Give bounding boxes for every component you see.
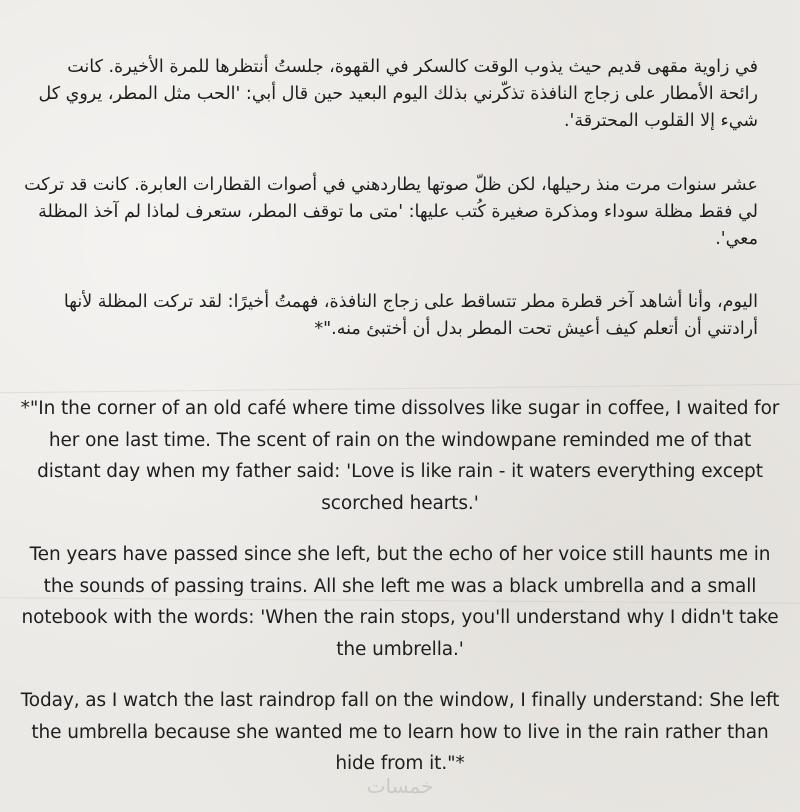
- arabic-paragraph-2-text: عشر سنوات مرت منذ رحيلها، لكن ظلّ صوتها يطاردهني في أصوات القطارات العابرة. كانت قد تركت لي فقط مظلة سوداء ومذكرة صغيرة كُتب عليها: 'متى ما توقف المطر، ستعرف لماذا لم آخذ المظلة معي'.: [24, 175, 758, 249]
- english-paragraph-2-text: Ten years have passed since she left, but the echo of her voice still haunts me in the sounds of passing trains. All she left me was a black umbrella and a small notebook with the words: 'When the rain stops, you'll understand why I didn't take the umbrella.': [21, 544, 779, 660]
- arabic-paragraph-1-text: في زاوية مقهى قديم حيث يذوب الوقت كالسكر في القهوة، جلستُ أنتظرها للمرة الأخيرة. كانت رائحة الأمطار على زجاج النافذة تذكّرني بذلك اليوم البعيد حين قال أبي: 'الحب مثل المطر، يروي كل شيء إلا القلوب المحترقة'.: [38, 57, 758, 131]
- english-paragraph-1: [20, 393, 780, 519]
- arabic-paragraph-1: [24, 54, 758, 135]
- watermark-logo: خمسات: [366, 774, 434, 798]
- paper-crease: [0, 384, 800, 393]
- english-paragraph-1-text: *"In the corner of an old café where time dissolves like sugar in coffee, I waited for her one last time. The scent of rain on the windowpane reminded me of that distant day when my father said: 'Love is like rain - it waters everything except scorched hearts.': [20, 398, 780, 514]
- english-paragraph-3: [20, 685, 780, 780]
- arabic-paragraph-2: [24, 172, 758, 253]
- arabic-paragraph-3: [24, 289, 758, 343]
- arabic-paragraph-3-text: اليوم، وأنا أشاهد آخر قطرة مطر تتساقط على زجاج النافذة، فهمتُ أخيرًا: لقد تركت المظلة لأنها أرادتني أن أتعلم كيف أعيش تحت المطر بدل أن أختبئ منه."*: [63, 292, 758, 339]
- english-paragraph-2: [20, 539, 780, 665]
- english-paragraph-3-text: Today, as I watch the last raindrop fall on the window, I finally understand: She left the umbrella because she wanted me to learn how to live in the rain rather than hide from it."*: [20, 690, 780, 774]
